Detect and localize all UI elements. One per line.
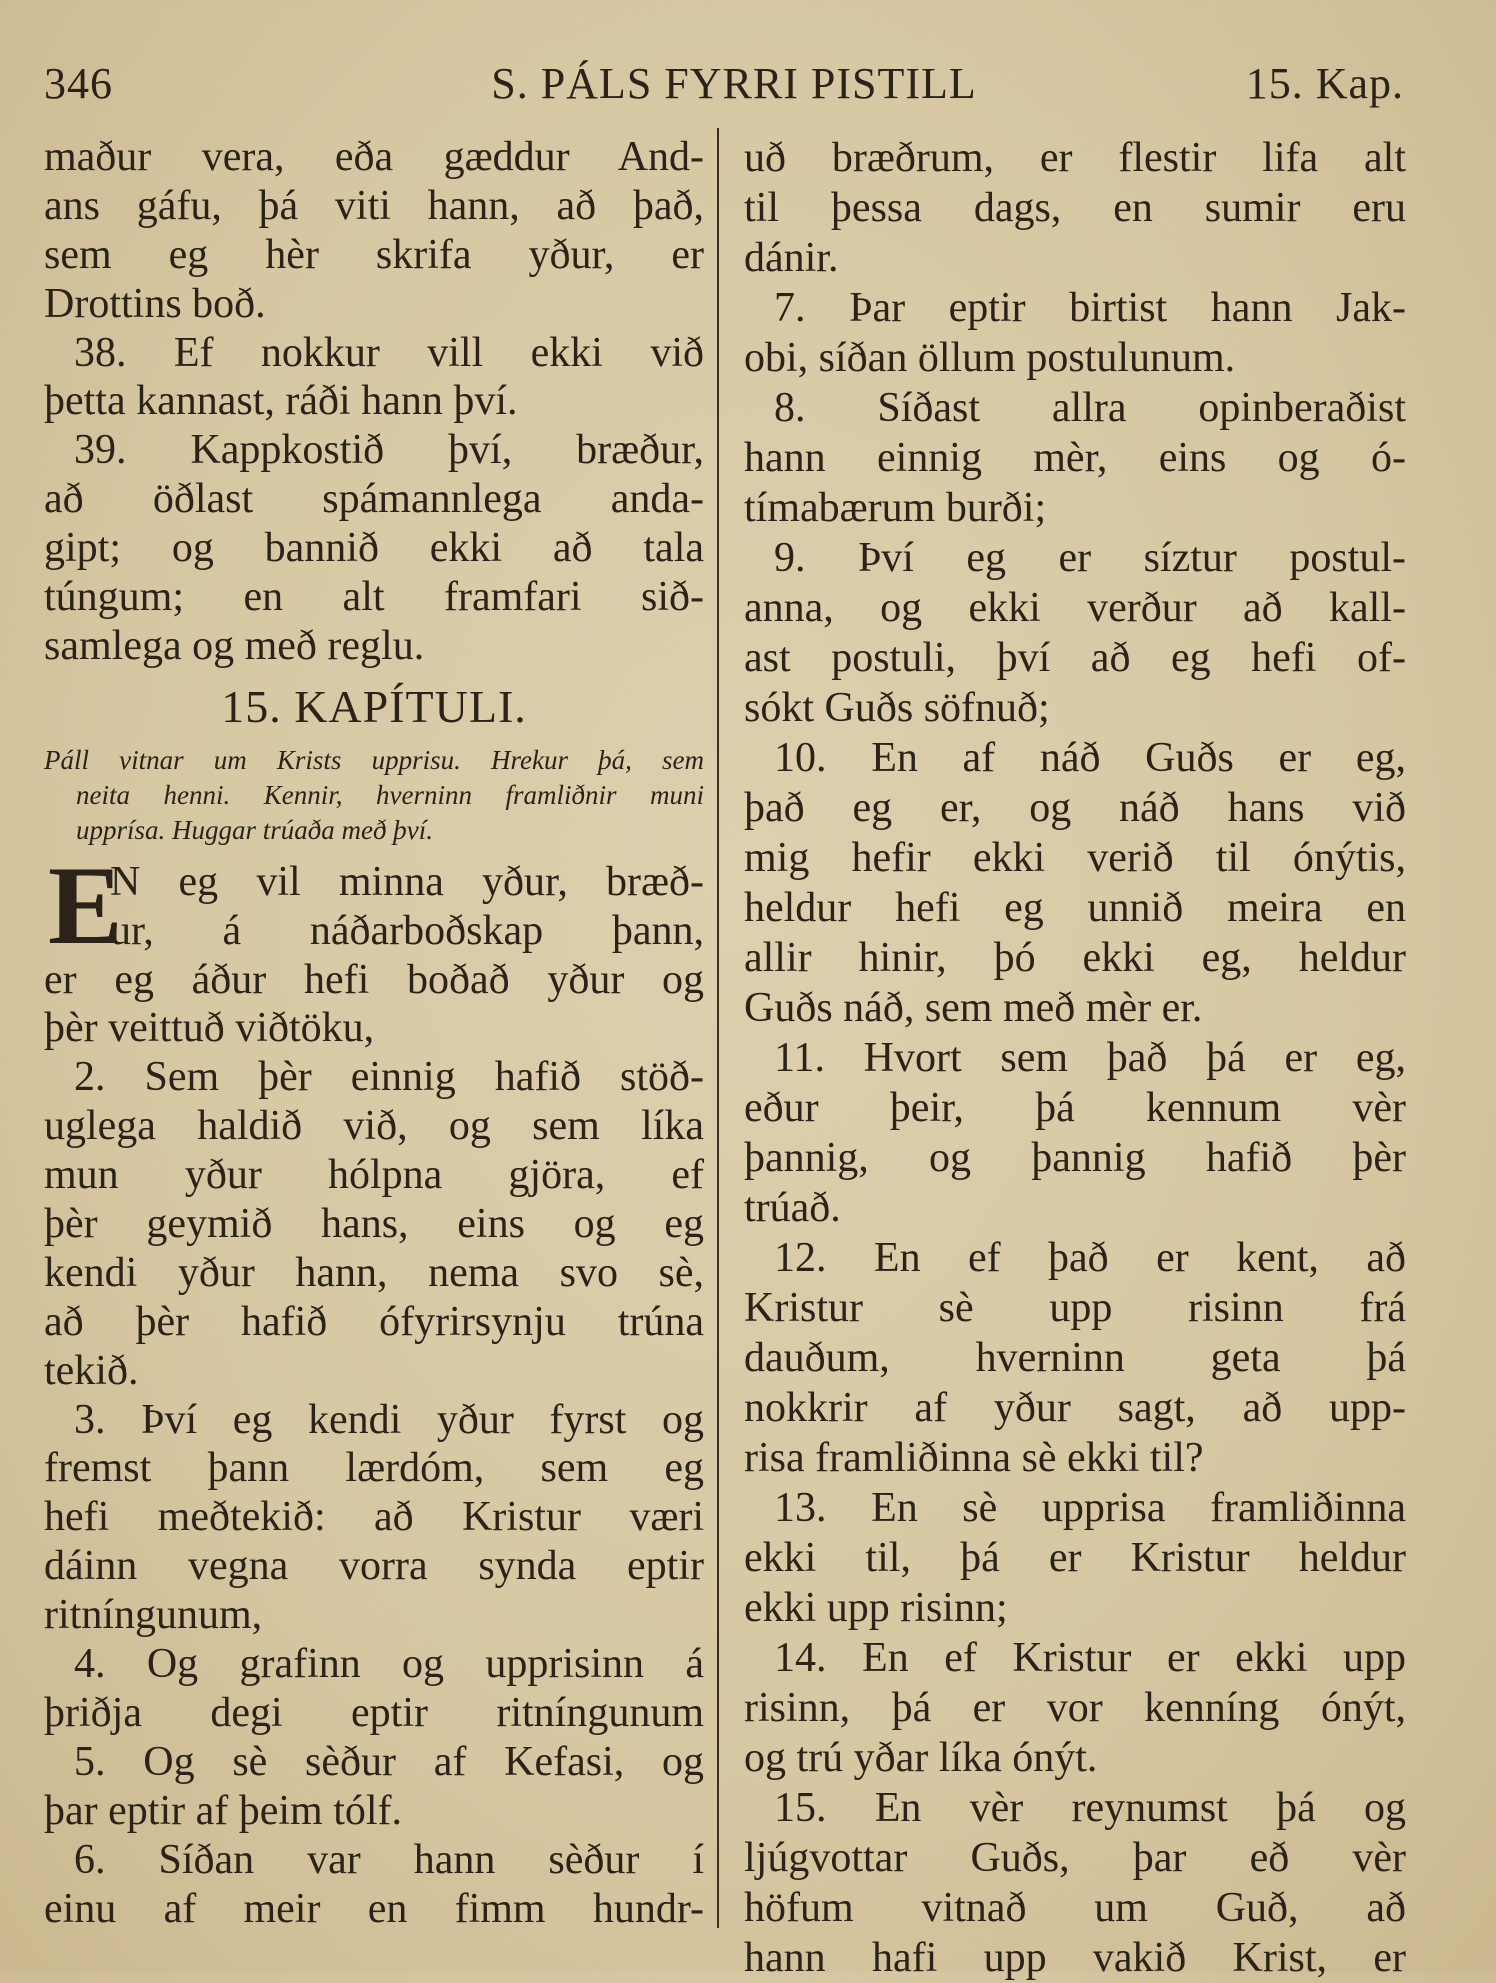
paragraph [44,329,704,427]
text-line: ekki til, þá er Kristur heldur [744,1535,1406,1581]
drop-cap-letter: E [48,843,123,968]
text-line: risinn, þá er vor kenníng ónýt, [744,1685,1406,1731]
paragraph [44,1836,704,1934]
text-line: til þessa dags, en sumir eru [744,185,1406,231]
text-line: og trú yðar líka ónýt. [744,1735,1098,1781]
summary-line: upprísa. Huggar trúaða með því. [76,814,433,845]
text-line: einu af meir en fimm hundr- [44,1885,704,1932]
text-line: tímabærum burði; [744,485,1047,531]
paragraph [744,1033,1406,1233]
text-line: mun yður hólpna gjöra, ef [44,1152,704,1199]
text-line: ljúgvottar Guðs, þar eð vèr [744,1835,1406,1881]
text-line: að öðlast spámannlega anda- [44,476,704,523]
paragraph [744,533,1406,733]
text-line: er eg áður hefi boðað yður og [44,956,704,1003]
text-line: 15. En vèr reynumst þá og [774,1785,1406,1831]
text-line: sókt Guðs söfnuð; [744,685,1050,731]
text-line: 10. En af náð Guðs er eg, [774,735,1406,781]
text-line: eður þeir, þá kennum vèr [744,1085,1406,1131]
page-number: 346 [44,59,113,108]
text-line: 11. Hvort sem það þá er eg, [774,1035,1406,1081]
text-line: 38. Ef nokkur vill ekki við [74,329,704,376]
text-line: 14. En ef Kristur er ekki upp [774,1635,1406,1681]
text-line: 39. Kappkostið því, bræður, [74,427,704,474]
text-line: dánir. [744,235,839,281]
paragraph [744,283,1406,383]
text-line: dáinn vegna vorra synda eptir [44,1543,704,1590]
text-line: uglega haldið við, og sem líka [44,1103,704,1150]
text-line: uð bræðrum, er flestir lifa alt [744,135,1406,181]
text-line: þèr veittuð viðtöku, [44,1005,375,1052]
text-line: það eg er, og náð hans við [744,785,1406,831]
paragraph [44,1640,704,1738]
text-line: allir hinir, þó ekki eg, heldur [744,935,1406,981]
text-line: maður vera, eða gæddur And- [44,134,704,180]
text-line: þèr geymið hans, eins og eg [44,1201,704,1248]
text-line: risa framliðinna sè ekki til? [744,1435,1204,1481]
chapter-summary [44,743,704,848]
running-title: S. PÁLS FYRRI PISTILL [491,59,977,108]
text-line: 2. Sem þèr einnig hafið stöð- [74,1054,704,1101]
text-line: 13. En sè upprisa framliðinna [774,1485,1406,1531]
text-line: sem eg hèr skrifa yður, er [44,231,704,278]
text-line: 9. Því eg er síztur postul- [774,535,1406,581]
text-line: höfum vitnað um Guð, að [744,1885,1406,1931]
text-line: þetta kannast, ráði hann því. [44,378,518,425]
text-line: gipt; og bannið ekki að tala [44,525,704,572]
text-line: ast postuli, því að eg hefi of- [744,635,1406,681]
paragraph [44,1053,704,1395]
paragraph [744,733,1406,1033]
text-line: ans gáfu, þá viti hann, að það, [44,182,704,229]
text-line: Kristur sè upp risinn frá [744,1285,1406,1331]
paragraph [744,1483,1406,1633]
text-line: þannig, og þannig hafið þèr [744,1135,1406,1181]
paragraph [44,1396,704,1640]
text-line: hann hafi upp vakið Krist, er [744,1935,1406,1981]
text-line: 3. Því eg kendi yður fyrst og [74,1396,704,1443]
text-line: fremst þann lærdóm, sem eg [44,1445,704,1492]
text-line: 4. Og grafinn og upprisinn á [74,1641,704,1688]
text-line: túngum; en alt framfari sið- [44,574,704,621]
text-line: ekki upp risinn; [744,1585,1008,1631]
paragraph [744,1633,1406,1783]
paragraph [44,133,704,329]
chapter-marker: 15. Kap. [1245,59,1404,108]
left-column [44,133,704,1933]
text-line: 8. Síðast allra opinberaðist [774,385,1406,431]
summary-line: neita henni. Kennir, hverninn framliðnir muni [76,779,704,810]
text-line: 6. Síðan var hann sèður í [74,1836,704,1883]
right-column [744,133,1406,1983]
paragraph [44,426,704,670]
text-line: Guðs náð, sem með mèr er. [744,985,1203,1031]
text-line: trúað. [744,1185,841,1231]
paragraph [744,133,1406,283]
text-line: 5. Og sè sèður af Kefasi, og [74,1738,704,1785]
text-line: kendi yður hann, nema svo sè, [44,1249,704,1296]
text-line: hefi meðtekið: að Kristur væri [44,1494,704,1541]
column-divider [717,128,719,1928]
text-line: samlega og með reglu. [44,622,425,669]
paragraph [744,1233,1406,1483]
text-line: þar eptir af þeim tólf. [44,1787,403,1834]
paragraph [44,1738,704,1836]
text-line: ur, á náðarboðskap þann, [110,907,704,954]
summary-line: Páll vitnar um Krists upprisu. Hrekur þá, sem [44,744,704,775]
text-line: dauðum, hverninn geta þá [744,1335,1406,1381]
text-line: heldur hefi eg unnið meira en [744,885,1406,931]
paragraph [744,383,1406,533]
text-line: N eg vil minna yður, bræð- [110,858,704,905]
text-line: Drottins boð. [44,280,266,327]
text-line: að þèr hafið ófyrirsynju trúna [44,1298,704,1345]
text-line: anna, og ekki verður að kall- [744,585,1406,631]
text-line: mig hefir ekki verið til ónýtis, [744,835,1406,881]
text-line: ritníngunum, [44,1592,263,1639]
paragraph [44,843,704,1054]
text-line: þriðja degi eptir ritníngunum [44,1689,704,1736]
text-line: hann einnig mèr, eins og ó- [744,435,1406,481]
text-line: obi, síðan öllum postulunum. [744,335,1236,381]
text-line: tekið. [44,1347,139,1394]
text-line: 12. En ef það er kent, að [774,1235,1406,1281]
text-line: 7. Þar eptir birtist hann Jak- [774,285,1406,331]
paragraph [744,1783,1406,1983]
text-line: nokkrir af yður sagt, að upp- [744,1385,1406,1431]
chapter-heading: 15. KAPÍTULI. [221,680,527,732]
